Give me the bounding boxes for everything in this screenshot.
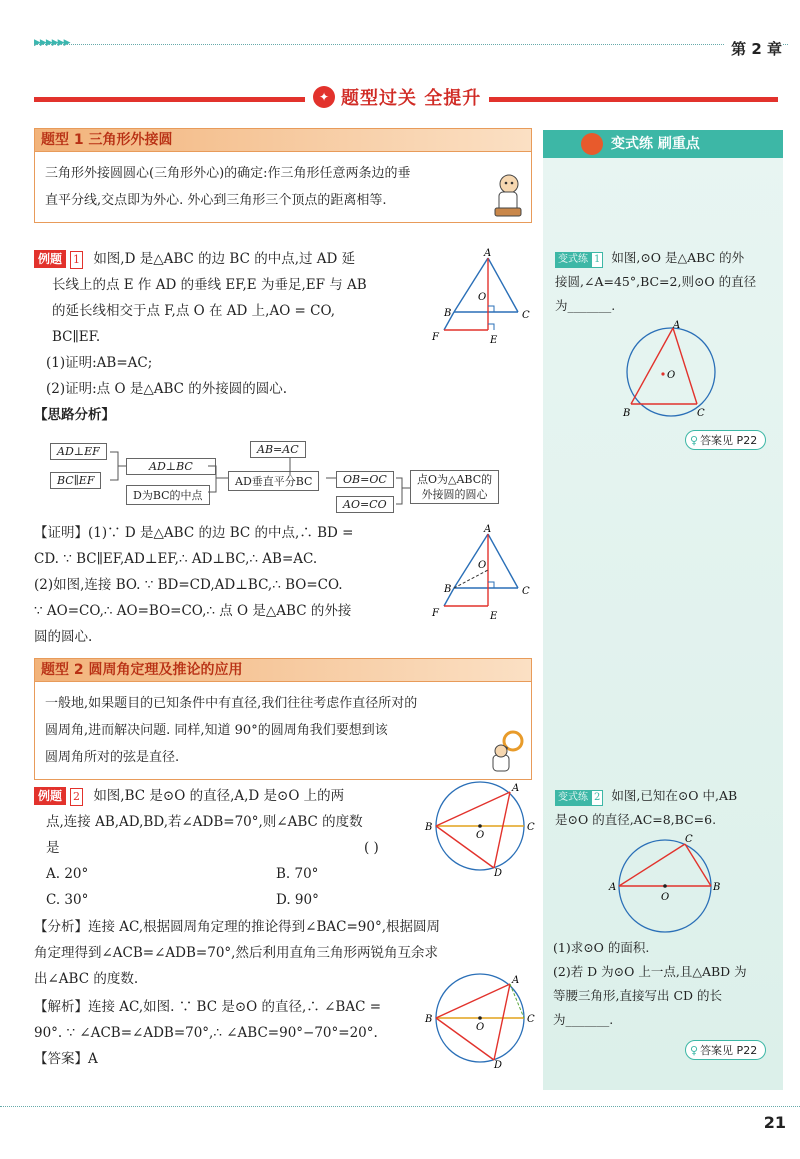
fig6-label-o: O [661,892,670,903]
example2-solution [34,994,424,1072]
page-number: 21 [763,1113,786,1132]
fig4-label-d: D [494,1060,503,1068]
fig2-label-f: F [432,608,439,619]
fig4-label-a: A [512,975,520,986]
flow-box-9-line1: 点O为△ABC的 [417,473,493,486]
key-icon: ♀ [690,1044,699,1057]
var1-figure [613,320,733,420]
fig5-label-c: C [697,408,705,419]
proof-line: ∵ AO=CO,∴ AO=BO=CO,∴ 点 O 是△ABC 的外接 [34,603,352,619]
sidebar-title: 变式练 刷重点 [611,136,700,152]
mascot-magnifier-icon [487,729,527,775]
example2-line: 是 [46,840,60,856]
topic2-box [34,682,532,780]
flow-box-4: D为BC的中点 [126,485,210,505]
example1-figure [420,246,536,350]
footer-rule [0,1106,800,1107]
topic2 [34,658,532,780]
fig6-label-b: B [713,882,721,893]
var1-label: 变式练 [555,252,591,268]
topic2-line: 一般地,如果题目的已知条件中有直径,我们往往考虑作直径所对的 [45,696,418,711]
topic2-title: 题型 2 圆周角定理及推论的应用 [34,658,532,682]
topic1-box [34,152,532,223]
proof-line: 圆的圆心. [34,629,93,645]
fig1-label-b: B [444,308,452,319]
option-b[interactable]: B. 70° [276,866,319,882]
example1-q2: (2)证明:点 O 是△ABC 的外接圆的圆心. [46,381,288,397]
mascot-icon [487,172,527,218]
sidebar-header [543,130,783,158]
var2-answer-pill[interactable] [685,1040,766,1060]
fig3-label-d: D [494,868,503,876]
example2-figure-2 [424,968,536,1068]
fig5-label-o: O [667,370,676,381]
example1-figure-2 [420,522,536,626]
example2-figure [424,776,536,876]
topic1-line: 三角形外接圆圆心(三角形外心)的确定:作三角形任意两条边的垂 [45,166,411,181]
topic1-title: 题型 1 三角形外接圆 [34,128,532,152]
fig2-label-e: E [490,611,498,622]
analysis-line: 角定理得到∠ACB=∠ADB=70°,然后利用直角三角形两锐角互余求 [34,945,438,961]
chapter-label: 第 2 章 [725,38,782,59]
fig1-label-e: E [490,335,498,346]
proof-line: 【证明】(1)∵ D 是△ABC 的边 BC 的中点,∴ BD = [34,525,354,541]
flow-connectors [108,448,418,518]
var1-answer: 答案见 P22 [700,434,758,447]
solution-line: 【解析】连接 AC,如图. ∵ BC 是⊙O 的直径,∴ ∠BAC = [34,999,382,1015]
fig3-label-b: B [425,822,433,833]
fig1-label-o: O [478,292,487,303]
fig3-label-c: C [527,822,535,833]
example1 [34,246,414,428]
fig3-label-o: O [476,830,485,841]
fig1-label-a: A [484,248,492,259]
option-a[interactable]: A. 20° [46,866,89,882]
analysis-line: 【分析】连接 AC,根据圆周角定理的推论得到∠BAC=90°,根据圆周 [34,919,441,935]
var2-line: 是⊙O 的直径,AC=8,BC=6. [555,812,717,827]
var1 [555,246,777,318]
var2-figure [607,830,727,934]
analysis-line: 出∠ABC 的度数. [34,971,139,987]
left-column [34,128,532,223]
topic2-line: 圆周角,进而解决问题. 同样,知道 90°的圆周角我们要想到该 [45,723,388,738]
banner [305,84,489,110]
example1-line: 长线上的点 E 作 AD 的垂线 EF,E 为垂足,EF 与 AB [52,277,367,293]
var1-answer-pill[interactable] [685,430,766,450]
flow-box-8: AO=CO [336,496,394,513]
flow-box-7: OB=OC [336,471,394,488]
fig6-label-a: A [609,882,617,893]
banner-badge-icon: ✦ [313,86,335,108]
fig1-label-c: C [522,310,530,321]
var2-answer: 答案见 P22 [700,1044,758,1057]
flow-box-6: AD垂直平分BC [228,471,319,491]
option-c[interactable]: C. 30° [46,892,89,908]
var1-num: 1 [591,252,603,268]
var2-num: 2 [591,790,603,806]
example1-line: BC∥EF. [52,329,101,345]
example1-num: 1 [70,251,83,269]
flow-box-9-line2: 外接圆的圆心 [421,488,488,501]
flow-box-5: AB=AC [250,441,306,458]
fig1-label-f: F [432,332,439,343]
var2-line: 如图,已知在⊙O 中,AB [611,788,738,803]
solution-line: 90°. ∵ ∠ACB=∠ADB=70°,∴ ∠ABC=90°−70°=20°. [34,1025,378,1041]
var2-q-line: (1)求⊙O 的面积. [553,940,650,955]
fig2-label-b: B [444,584,452,595]
example2-paren: ( ) [364,840,379,856]
var1-line: 接圆,∠A=45°,BC=2,则⊙O 的直径 [555,274,757,289]
var2 [555,784,777,832]
header-arrows: ▶▶▶▶▶▶ [34,38,70,48]
banner-title: 题型过关 全提升 [341,88,482,109]
var2-q-line: 为_______. [553,1012,614,1027]
topic1-line: 直平分线,交点即为外心. 外心到三角形三个顶点的距离相等. [45,193,387,208]
example2-line: 点,连接 AB,AD,BD,若∠ADB=70°,则∠ABC 的度数 [46,814,363,830]
var2-q-line: (2)若 D 为⊙O 上一点,且△ABD 为 [553,964,747,979]
var2-label: 变式练 [555,790,591,806]
var1-line: 为_______. [555,298,616,313]
header-rule [34,44,788,45]
fig2-label-c: C [522,586,530,597]
example1-label: 例题 [34,250,66,268]
sidebar-mascot-icon [581,133,603,155]
example1-q1: (1)证明:AB=AC; [46,355,153,371]
flow-box-9 [410,470,499,504]
fig3-label-a: A [512,783,520,794]
flow-box-2: BC∥EF [50,472,101,489]
example1-analysis-head: 【思路分析】 [34,407,115,423]
answer-line: 【答案】A [34,1051,98,1067]
proof-line: (2)如图,连接 BO. ∵ BD=CD,AD⊥BC,∴ BO=CO. [34,577,343,593]
fig5-label-a: A [673,320,681,331]
option-d[interactable]: D. 90° [276,892,319,908]
var2-q-line: 等腰三角形,直接写出 CD 的长 [553,988,723,1003]
fig4-label-o: O [476,1022,485,1033]
var2-questions [553,936,777,1032]
proof-line: CD. ∵ BC∥EF,AD⊥EF,∴ AD⊥BC,∴ AB=AC. [34,551,318,567]
topic2-line: 圆周角所对的弦是直径. [45,750,180,765]
fig6-label-c: C [685,834,693,845]
example2-label: 例题 [34,787,66,805]
flow-box-3: AD⊥BC [126,458,216,475]
key-icon: ♀ [690,434,699,447]
example1-line: 的延长线相交于点 F,点 O 在 AD 上,AO = CO, [52,303,336,319]
example1-proof [34,520,414,650]
flow-box-1: AD⊥EF [50,443,107,460]
fig4-label-b: B [425,1014,433,1025]
fig2-label-a: A [484,524,492,535]
sidebar [543,130,783,1090]
example1-line: 如图,D 是△ABC 的边 BC 的中点,过 AD 延 [93,251,356,267]
fig2-label-o: O [478,560,487,571]
fig4-label-c: C [527,1014,535,1025]
example2 [34,783,424,913]
example2-line: 如图,BC 是⊙O 的直径,A,D 是⊙O 上的两 [93,788,345,804]
example2-num: 2 [70,788,83,806]
var1-line: 如图,⊙O 是△ABC 的外 [611,250,745,265]
fig5-label-b: B [623,408,631,419]
